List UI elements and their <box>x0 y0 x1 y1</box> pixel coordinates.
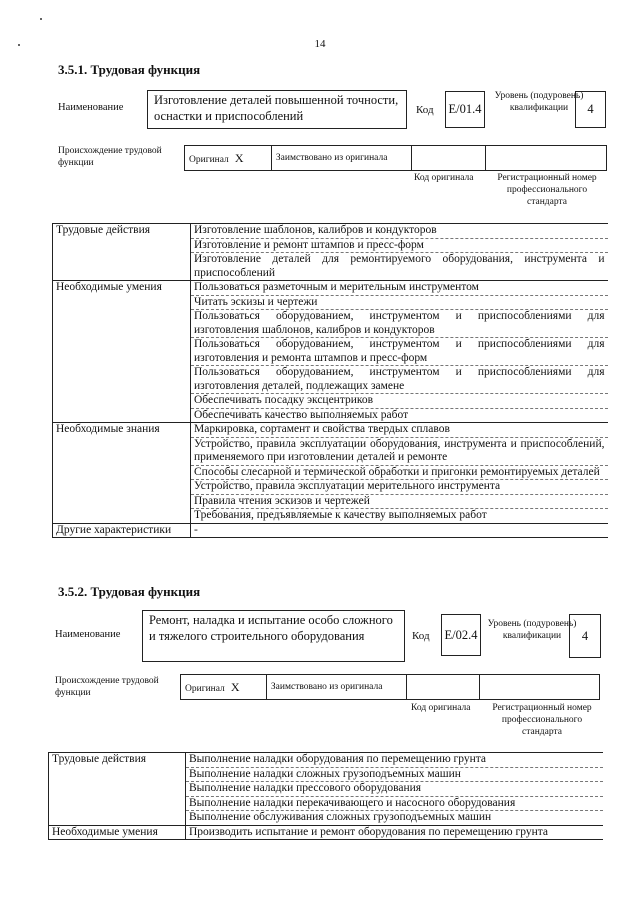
qualification-level: 4 <box>569 614 601 658</box>
name-label: Наименование <box>58 102 124 113</box>
section-title: 3.5.1. Трудовая функция <box>58 62 201 77</box>
list-item: Выполнение наладки прессового оборудования <box>186 782 603 797</box>
group-label: Трудовые действия <box>53 224 191 281</box>
reg-number-cell <box>480 675 600 700</box>
list-item: Изготовление деталей для ремонтируемого оборудования, инструмента и приспособлений <box>191 253 608 281</box>
list-item: Выполнение наладки сложных грузоподъемных машин <box>186 767 603 782</box>
section-title: 3.5.2. Трудовая функция <box>58 584 201 599</box>
borrowed-cell <box>271 146 411 171</box>
group-label: Необходимые знания <box>53 423 191 524</box>
list-item: Правила чтения эскизов и чертежей <box>191 494 608 509</box>
table-row <box>53 523 608 538</box>
original-label: Оригинал <box>189 154 229 165</box>
function-table <box>52 223 608 538</box>
list-item: Требования, предъявляемые к качеству выполняемых работ <box>191 509 608 524</box>
reg-number-cell <box>486 146 607 171</box>
list-item: Устройство, правила эксплуатации мерительного инструмента <box>191 480 608 495</box>
list-item: Выполнение обслуживания сложных грузоподъемных машин <box>186 811 603 826</box>
function-name-box <box>142 610 405 662</box>
group-label: Другие характеристики <box>53 523 191 538</box>
borrowed-cell <box>266 675 406 700</box>
list-item: Обеспечивать посадку эксцентриков <box>191 394 608 409</box>
origin-table <box>180 674 600 700</box>
origin-table <box>184 145 607 171</box>
table-row <box>53 423 608 438</box>
function-code: E/01.4 <box>445 91 485 128</box>
list-item: Маркировка, сортамент и свойства твердых сплавов <box>191 423 608 438</box>
list-item: Изготовление и ремонт штампов и пресс-форм <box>191 238 608 253</box>
list-item: Способы слесарной и термической обработки и пригонки ремонтируемых деталей <box>191 465 608 480</box>
list-item: Изготовление шаблонов, калибров и кондукторов <box>191 224 608 239</box>
code-original-caption: Код оригинала <box>411 703 471 713</box>
function-name: Ремонт, наладка и испытание особо сложного и тяжелого строительного оборудования <box>149 613 393 643</box>
level-label: Уровень (подуровень) квалификации <box>487 619 577 641</box>
original-cell <box>185 146 272 171</box>
borrowed-label: Заимствовано из оригинала <box>275 153 388 163</box>
code-original-cell <box>406 675 480 700</box>
page-number: 14 <box>314 38 326 50</box>
name-label: Наименование <box>55 629 121 640</box>
list-item: - <box>191 523 608 538</box>
reg-number-caption: Регистрационный номер профессионального стандарта <box>497 173 597 207</box>
code-original-cell <box>411 146 486 171</box>
origin-label: Происхождение трудовой функции <box>58 146 162 168</box>
list-item: Выполнение наладки оборудования по перемещению грунта <box>186 753 603 768</box>
level-label: Уровень (подуровень) квалификации <box>494 91 584 113</box>
origin-label: Происхождение трудовой функции <box>55 676 159 698</box>
table-row <box>49 825 603 840</box>
list-item: Устройство, правила эксплуатации оборудования, инструмента и приспособлений, применяемого при изготовлении деталей и ремонте <box>191 437 608 465</box>
table-row <box>49 753 603 768</box>
original-mark: X <box>234 150 244 165</box>
list-item: Пользоваться разметочным и мерительным инструментом <box>191 281 608 296</box>
reg-number-caption: Регистрационный номер профессионального стандарта <box>492 703 592 737</box>
code-original-caption: Код оригинала <box>414 173 474 183</box>
original-cell <box>181 675 267 700</box>
list-item: Читать эскизы и чертежи <box>191 295 608 310</box>
group-label: Необходимые умения <box>49 825 186 840</box>
list-item: Пользоваться оборудованием, инструментом и приспособлениями для изготовления шаблонов, калибров и кондукторов <box>191 310 608 338</box>
borrowed-label: Заимствовано из оригинала <box>270 682 383 692</box>
original-mark: X <box>230 679 240 694</box>
scan-speck <box>40 18 42 20</box>
list-item: Выполнение наладки перекачивающего и насосного оборудования <box>186 796 603 811</box>
original-label: Оригинал <box>185 683 225 694</box>
group-label: Необходимые умения <box>53 281 191 423</box>
function-table <box>48 752 603 840</box>
code-label: Код <box>412 630 430 642</box>
list-item: Производить испытание и ремонт оборудования по перемещению грунта <box>186 825 603 840</box>
qualification-level: 4 <box>575 91 606 128</box>
code-label: Код <box>416 104 434 116</box>
table-row <box>53 224 608 239</box>
function-name: Изготовление деталей повышенной точности, оснастки и приспособлений <box>154 93 399 123</box>
group-label: Трудовые действия <box>49 753 186 826</box>
list-item: Пользоваться оборудованием, инструментом и приспособлениями для изготовления деталей, подлежащих замене <box>191 366 608 394</box>
list-item: Обеспечивать качество выполняемых работ <box>191 408 608 423</box>
table-row <box>53 281 608 296</box>
function-name-box <box>147 90 407 129</box>
list-item: Пользоваться оборудованием, инструментом и приспособлениями для изготовления и ремонта штампов и пресс-форм <box>191 338 608 366</box>
function-code: E/02.4 <box>441 614 481 656</box>
